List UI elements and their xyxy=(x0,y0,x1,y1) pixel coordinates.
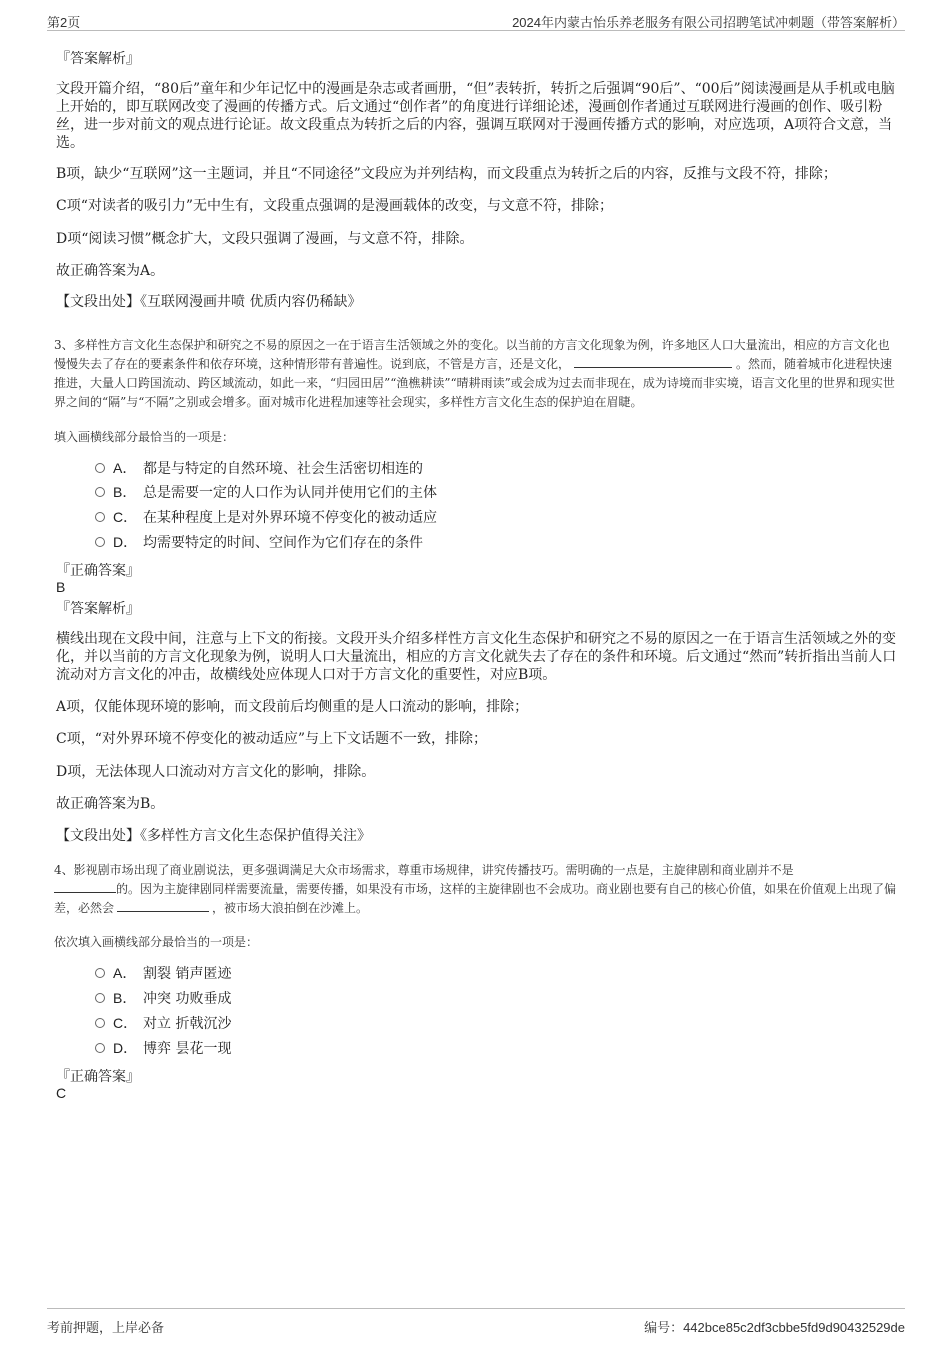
q2-analysis-option-d: D项“阅读习惯”概念扩大，文段只强调了漫画，与文意不符，排除。 xyxy=(56,231,474,247)
q3-fill-blank xyxy=(574,355,732,368)
page-header xyxy=(47,8,905,31)
q3-option-d[interactable]: D． 均需要特定的时间、空间作为它们存在的条件 xyxy=(95,532,423,552)
q4-question-text xyxy=(54,861,900,918)
q3-correct-answer: B xyxy=(56,579,66,595)
footer-slogan: 考前押题，上岸必备 xyxy=(47,1320,165,1335)
radio-icon[interactable] xyxy=(95,537,105,547)
q3-option-b[interactable]: B． 总是需要一定的人口作为认同并使用它们的主体 xyxy=(95,482,437,502)
q2-source: 【文段出处】《互联网漫画井喷 优质内容仍稀缺》 xyxy=(56,294,362,310)
q3-source: 【文段出处】《多样性方言文化生态保护值得关注》 xyxy=(56,828,371,844)
q4-option-c[interactable]: C． 对立 折戟沉沙 xyxy=(95,1013,231,1033)
q4-option-b[interactable]: B． 冲突 功败垂成 xyxy=(95,988,231,1008)
q3-analysis-paragraph: 横线出现在文段中间，注意与上下文的衔接。文段开头介绍多样性方言文化生态保护和研究之不易的原因之一在于语言生活领域之外的变化，并以当前的方言文化现象为例，说明人口大量流出，相应的方言文化就失去了存在的条件和环境。后文通过“然而”转折指出当前人口流动对方言文化的冲击，故横线处应体现人口对于方言文化的重要性，对应B项。 xyxy=(56,631,897,683)
document-id: 编号：442bce85c2df3cbbe5fd9d90432529de xyxy=(644,1320,905,1335)
radio-icon[interactable] xyxy=(95,512,105,522)
q3-text-part-b: 。然而，随着城市化进程快速推进，大量人口跨国流动、跨区域流动，如此一来，“归园田居”“渔樵耕读”“晴耕雨读”或会成为过去而非现在，成为诗境而非实境，语言文化里的世界和现实世界之间的“隔”与“不隔”之别或会增多。面对城市化进程加速等社会现实，多样性方言文化生态的保护迫在眉睫。 xyxy=(54,357,895,409)
q4-fill-blank-1 xyxy=(54,880,116,893)
q3-analysis-option-d: D项，无法体现人口流动对方言文化的影响，排除。 xyxy=(56,764,376,780)
q2-conclusion: 故正确答案为A。 xyxy=(56,263,165,279)
q3-analysis-label: 『答案解析』 xyxy=(56,601,140,617)
q3-prompt: 填入画横线部分最恰当的一项是： xyxy=(54,430,235,444)
q4-correct-answer: C xyxy=(56,1085,67,1101)
radio-icon[interactable] xyxy=(95,1018,105,1028)
q3-conclusion: 故正确答案为B。 xyxy=(56,796,165,812)
page-footer xyxy=(47,1308,905,1337)
radio-icon[interactable] xyxy=(95,487,105,497)
radio-icon[interactable] xyxy=(95,1043,105,1053)
q3-analysis-option-c: C项，“对外界环境不停变化的被动适应”与上下文话题不一致，排除； xyxy=(56,731,488,747)
q3-option-a[interactable]: A． 都是与特定的自然环境、社会生活密切相连的 xyxy=(95,458,423,478)
q3-option-c[interactable]: C． 在某种程度上是对外界环境不停变化的被动适应 xyxy=(95,507,437,527)
q3-question-text xyxy=(54,336,900,412)
document-title: 2024年内蒙古怡乐养老服务有限公司招聘笔试冲刺题（带答案解析） xyxy=(512,15,905,30)
q2-analysis-option-c: C项“对读者的吸引力”无中生有，文段重点强调的是漫画载体的改变，与文意不符，排除； xyxy=(56,198,614,214)
q2-analysis-option-b: B项，缺少“互联网”这一主题词，并且“不同途径”文段应为并列结构，而文段重点为转折之后的内容，反推与文段不符，排除； xyxy=(56,166,837,182)
radio-icon[interactable] xyxy=(95,993,105,1003)
q4-prompt: 依次填入画横线部分最恰当的一项是： xyxy=(54,935,259,949)
radio-icon[interactable] xyxy=(95,968,105,978)
q3-text-part-a: 3、多样性方言文化生态保护和研究之不易的原因之一在于语言生活领域之外的变化。以当前的方言文化现象为例，许多地区人口大量流出，相应的方言文化也慢慢失去了存在的要素条件和依存环境，这种情形带有普遍性。说到底，不管是方言，还是文化， xyxy=(54,338,890,371)
q4-option-d[interactable]: D． 博弈 昙花一现 xyxy=(95,1038,231,1058)
q4-fill-blank-2 xyxy=(117,899,209,912)
page-number: 第2页 xyxy=(47,15,81,30)
q4-text-part-a: 4、影视剧市场出现了商业剧说法，更多强调满足大众市场需求，尊重市场规律，讲究传播技巧。需明确的一点是，主旋律剧和商业剧并不是 xyxy=(54,863,794,877)
q3-correct-label: 『正确答案』 xyxy=(56,563,140,579)
q4-option-a[interactable]: A． 割裂 销声匿迹 xyxy=(95,963,231,983)
q2-analysis-label: 『答案解析』 xyxy=(56,51,140,67)
q4-text-part-c: ，被市场大浪拍倒在沙滩上。 xyxy=(212,901,369,915)
q2-analysis-paragraph: 文段开篇介绍，“80后”童年和少年记忆中的漫画是杂志或者画册，“但”表转折，转折之后强调“90后”、“00后”阅读漫画是从手机或电脑上开始的，即互联网改变了漫画的传播方式。后文通过“创作者”的角度进行详细论述，漫画创作者通过互联网进行漫画的创作、吸引粉丝，进一步对前文的观点进行论证。故文段重点为转折之后的内容，强调互联网对于漫画传播方式的影响，对应选项，A项符合文意，当选。 xyxy=(56,81,895,151)
q3-analysis-option-a: A项，仅能体现环境的影响，而文段前后均侧重的是人口流动的影响，排除； xyxy=(56,699,529,715)
radio-icon[interactable] xyxy=(95,463,105,473)
q4-text-part-b: 的。因为主旋律剧同样需要流量，需要传播，如果没有市场，这样的主旋律剧也不会成功。商业剧也要有自己的核心价值，如果在价值观上出现了偏差，必然会 xyxy=(54,882,897,915)
q4-correct-label: 『正确答案』 xyxy=(56,1069,140,1085)
